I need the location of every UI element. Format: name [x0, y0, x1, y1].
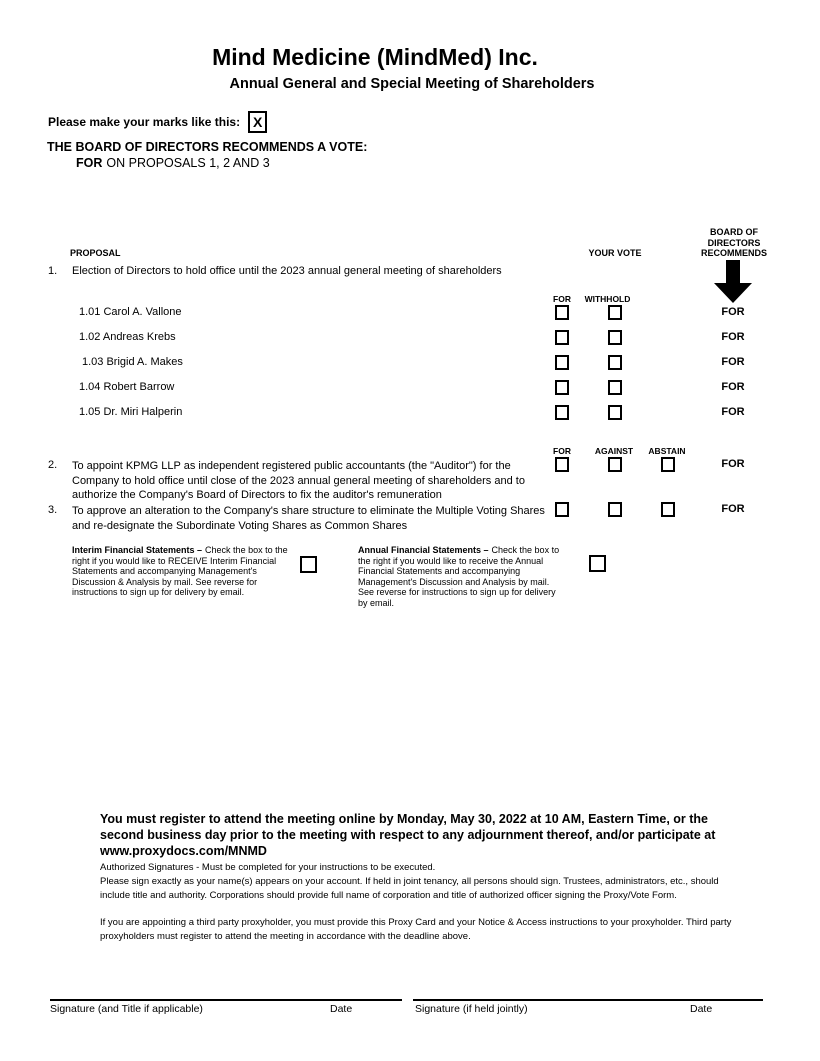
recommend-value: FOR [721, 503, 745, 515]
signature-joint-date-label: Date [690, 1003, 713, 1015]
column-header-your-vote: YOUR VOTE [588, 248, 642, 258]
board-recommendation-detail [76, 156, 270, 170]
checkbox-annual-financial-statements[interactable] [589, 555, 606, 572]
director-name: 1.05 Dr. Miri Halperin [79, 406, 183, 418]
director-name: 1.02 Andreas Krebs [79, 331, 176, 343]
registration-notice: You must register to attend the meeting online by Monday, May 30, 2022 at 10 AM, Eastern Time, or the second business day prior to the meeting with respect to any adjournment thereof, and/or participate at www.proxydocs.com/MNMD [100, 812, 716, 858]
recommendation-vote-word: FOR [76, 156, 103, 170]
signature-joint-label: Signature (if held jointly) [415, 1003, 528, 1015]
director-row [0, 330, 820, 355]
vote-header-withhold: WITHHOLD [584, 294, 631, 304]
checkbox-director-4-for[interactable] [555, 380, 569, 395]
proposal-3-text: To approve an alteration to the Company's share structure to eliminate the Multiple Voting Shares and re-designate the Subordinate Voting Shares as Common Shares [72, 505, 545, 532]
recommendation-vote-rest: ON PROPOSALS 1, 2 AND 3 [106, 156, 270, 170]
vote-header-abstain: ABSTAIN [648, 446, 686, 456]
proposal-1-text: Election of Directors to hold office until the 2023 annual general meeting of shareholders [72, 265, 502, 277]
director-row [0, 305, 820, 330]
checkbox-director-5-withhold[interactable] [608, 405, 622, 420]
checkbox-director-5-for[interactable] [555, 405, 569, 420]
recommend-value: FOR [721, 356, 745, 368]
board-recommendation-heading: THE BOARD OF DIRECTORS RECOMMENDS A VOTE: [47, 140, 368, 154]
checkbox-director-2-withhold[interactable] [608, 330, 622, 345]
proposal-2-text: To appoint KPMG LLP as independent registered public accountants (the "Auditor") for the Company to hold office until close of the 2023 annual general meeting of shareholders and to authorize the Company's Board of Directors to fix the auditor's remuneration [72, 460, 525, 501]
column-header-board-recommends: BOARD OF DIRECTORS RECOMMENDS [700, 227, 767, 258]
interim-financial-statements-text [72, 545, 290, 598]
column-header-proposal: PROPOSAL [70, 248, 121, 258]
marks-instruction-row [48, 111, 267, 133]
annual-financial-statements-body: Check the box to the right if you would like to receive the Annual Financial Statements and accompanying Management's Discussion and Analysis by mail. See reverse for instructions to sign up for delivery by email. [358, 545, 560, 608]
page-subtitle: Annual General and Special Meeting of Shareholders [229, 76, 595, 92]
signature-line-joint[interactable] [413, 999, 763, 1001]
interim-financial-statements-body: Check the box to the right if you would like to RECEIVE Interim Financial Statements and accompanying Management's Discussion & Analysis by mail. See reverse for instructions to sign up for delivery by email. [72, 545, 288, 597]
recommend-value: FOR [721, 331, 745, 343]
page-title: Mind Medicine (MindMed) Inc. [212, 44, 538, 70]
checkbox-director-3-withhold[interactable] [608, 355, 622, 370]
sign-instructions: Please sign exactly as your name(s) appears on your account. If held in joint tenancy, all persons should sign. Trustees, administrators, etc., should include title and authority. Corporations should provide full name of corporation and title of authorized officer signing the Proxy/Vote Form. [100, 876, 719, 901]
proposal-2-number: 2. [48, 459, 58, 471]
director-name: 1.04 Robert Barrow [79, 381, 175, 393]
director-row [0, 355, 820, 380]
recommend-value: FOR [721, 458, 745, 470]
interim-financial-statements-title: Interim Financial Statements – [72, 545, 203, 555]
mark-example-box: X [248, 111, 267, 133]
annual-financial-statements-text [358, 545, 560, 608]
vote-header-for: FOR [553, 446, 571, 456]
signature-line-primary[interactable] [50, 999, 402, 1001]
proposal-1-number: 1. [48, 265, 58, 277]
checkbox-director-3-for[interactable] [555, 355, 569, 370]
vote-header-against: AGAINST [594, 446, 634, 456]
marks-instruction-label: Please make your marks like this: [48, 115, 241, 129]
checkbox-interim-financial-statements[interactable] [300, 556, 317, 573]
checkbox-director-1-withhold[interactable] [608, 305, 622, 320]
checkbox-proposal-2-against[interactable] [608, 457, 622, 472]
signature-primary-label: Signature (and Title if applicable) [50, 1003, 203, 1015]
director-row [0, 405, 820, 430]
signature-primary-date-label: Date [330, 1003, 353, 1015]
checkbox-director-4-withhold[interactable] [608, 380, 622, 395]
checkbox-director-2-for[interactable] [555, 330, 569, 345]
checkbox-proposal-3-for[interactable] [555, 502, 569, 517]
checkbox-proposal-3-against[interactable] [608, 502, 622, 517]
recommend-value: FOR [721, 306, 745, 318]
recommend-value: FOR [721, 381, 745, 393]
recommend-value: FOR [721, 406, 745, 418]
checkbox-proposal-2-abstain[interactable] [661, 457, 675, 472]
annual-financial-statements-title: Annual Financial Statements – [358, 545, 489, 555]
checkbox-proposal-2-for[interactable] [555, 457, 569, 472]
director-row [0, 380, 820, 405]
director-name: 1.03 Brigid A. Makes [82, 356, 183, 368]
authorized-signatures-line: Authorized Signatures - Must be completed for your instructions to be executed. [100, 862, 436, 873]
vote-header-for: FOR [553, 294, 571, 304]
checkbox-director-1-for[interactable] [555, 305, 569, 320]
checkbox-proposal-3-abstain[interactable] [661, 502, 675, 517]
director-name: 1.01 Carol A. Vallone [79, 306, 182, 318]
proposal-3-number: 3. [48, 504, 58, 516]
recommends-down-arrow-icon [707, 260, 759, 304]
proxyholder-instructions: If you are appointing a third party proxyholder, you must provide this Proxy Card and your Notice & Access instructions to your proxyholder. Third party proxyholders must register to attend the meeting in accordance with the deadline above. [100, 917, 732, 942]
